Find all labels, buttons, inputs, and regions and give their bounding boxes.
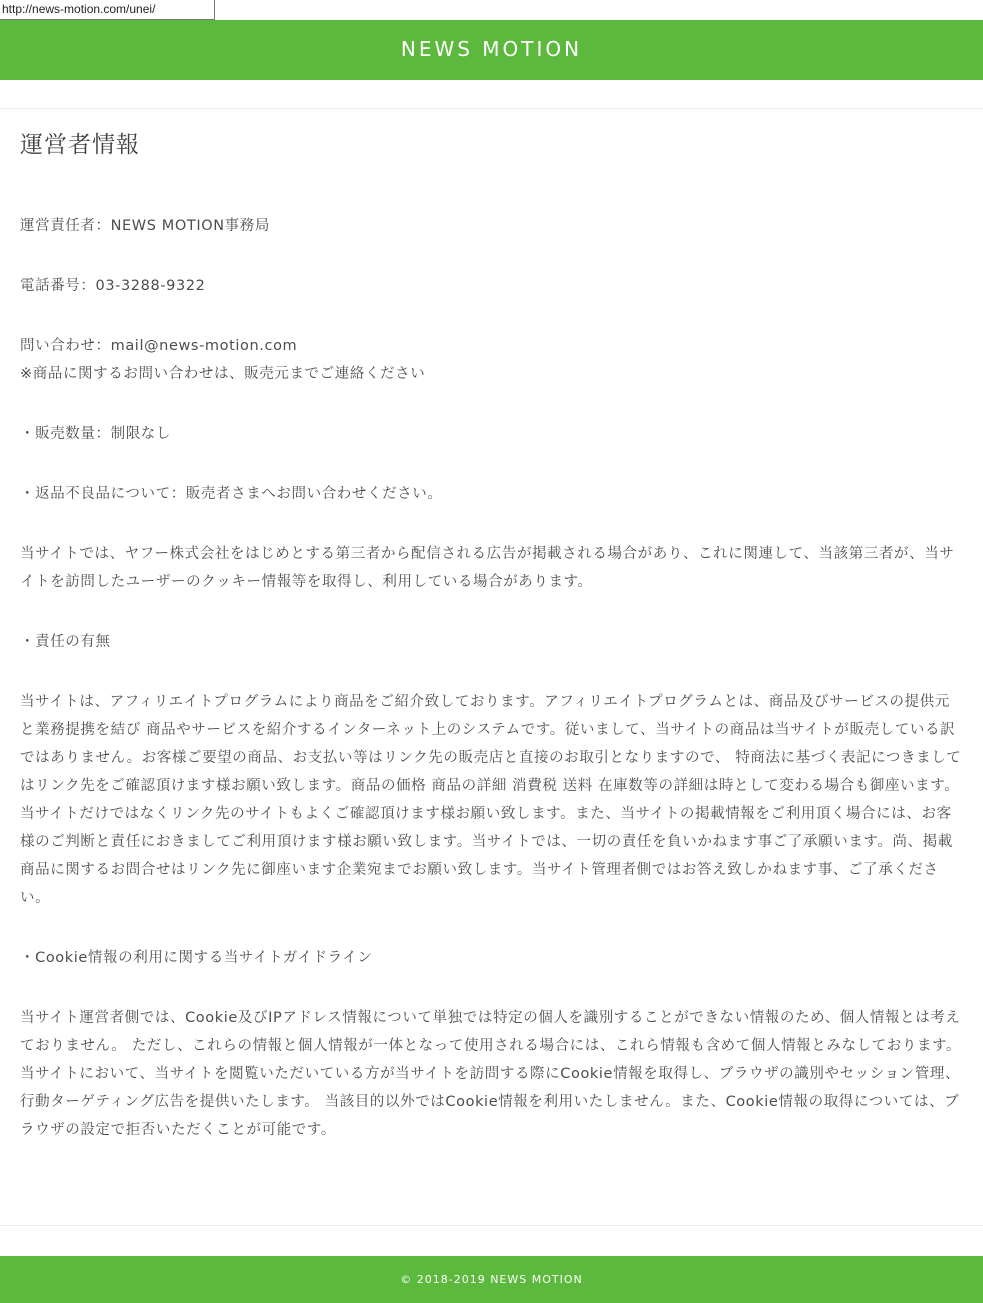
page-title: 運営者情報 bbox=[20, 132, 140, 158]
copyright-text: © 2018-2019 NEWS MOTION bbox=[400, 1273, 583, 1286]
phone-line: 電話番号：03-3288-9322 bbox=[20, 278, 206, 294]
responsible-line: 運営責任者：NEWS MOTION事務局 bbox=[20, 218, 270, 234]
cookie-heading: ・Cookie情報の利用に関する当サイトガイドライン bbox=[20, 950, 373, 966]
site-title-link[interactable]: NEWS MOTION bbox=[400, 37, 583, 61]
ad-paragraph: 当サイトでは、ヤフー株式会社をはじめとする第三者から配信される広告が掲載される場合があり、これに関連して、当該第三者が、当サイトを訪問したユーザーのクッキー情報等を取得し、利用している場合があります。 bbox=[20, 546, 955, 590]
footer-divider bbox=[0, 1225, 983, 1226]
url-bar[interactable] bbox=[0, 0, 215, 20]
contact-block bbox=[20, 332, 964, 388]
header-divider bbox=[0, 108, 983, 109]
site-header bbox=[0, 20, 983, 80]
contact-note: ※商品に関するお問い合わせは、販売元までご連絡ください bbox=[20, 366, 426, 382]
responsibility-paragraph: 当サイトは、アフィリエイトプログラムにより商品をご紹介致しております。アフィリエイトプログラムとは、商品及びサービスの提供元と業務提携を結び 商品やサービスを紹介するインターネット上のシステムです。従いまして、当サイトの商品は当サイトが販売している訳ではありません。お客様ご要望の商品、お支払い等はリンク先の販売店と直接のお取引となりますので、 特商法に基づく表記につきましてはリンク先をご確認頂けます様お願い致します。商品の価格 商品の詳細 消費税 送料 在庫数等の詳細は時として変わる場合も御座います。当サイトだけではなくリンク先のサイトもよくご確認頂けます様お願い致します。また、当サイトの掲載情報をご利用頂く場合には、お客様のご判断と責任におきましてご利用頂けます様お願い致します。当サイトでは、一切の責任を負いかねます事ご了承願います。尚、掲載商品に関するお問合せはリンク先に御座います企業宛までお願い致します。当サイト管理者側ではお答え致しかねます事、ご了承ください。 bbox=[20, 694, 962, 906]
sales-quantity-line: ・販売数量：制限なし bbox=[20, 426, 171, 442]
main-content bbox=[20, 128, 964, 1176]
returns-line: ・返品不良品について：販売者さまへお問い合わせください。 bbox=[20, 486, 443, 502]
article-body bbox=[20, 212, 964, 1144]
cookie-paragraph: 当サイト運営者側では、Cookie及びIPアドレス情報について単独では特定の個人を識別することができない情報のため、個人情報とは考えておりません。 ただし、これらの情報と個人情報が一体となって使用される場合には、これら情報も含めて個人情報とみなしております。 当サイトにおいて、当サイトを閲覧いただいている方が当サイトを訪問する際にCookie情報を取得し、ブラウザの識別やセッション管理、行動ターゲティング広告を提供いたします。 当該目的以外ではCookie情報を利用いたしません。また、Cookie情報の取得については、ブラウザの設定で拒否いただくことが可能です。 bbox=[20, 1010, 962, 1138]
url-text: http://news-motion.com/unei/ bbox=[2, 2, 156, 16]
contact-line: 問い合わせ：mail@news-motion.com bbox=[20, 338, 298, 354]
responsibility-heading: ・責任の有無 bbox=[20, 634, 111, 650]
site-footer bbox=[0, 1256, 983, 1303]
